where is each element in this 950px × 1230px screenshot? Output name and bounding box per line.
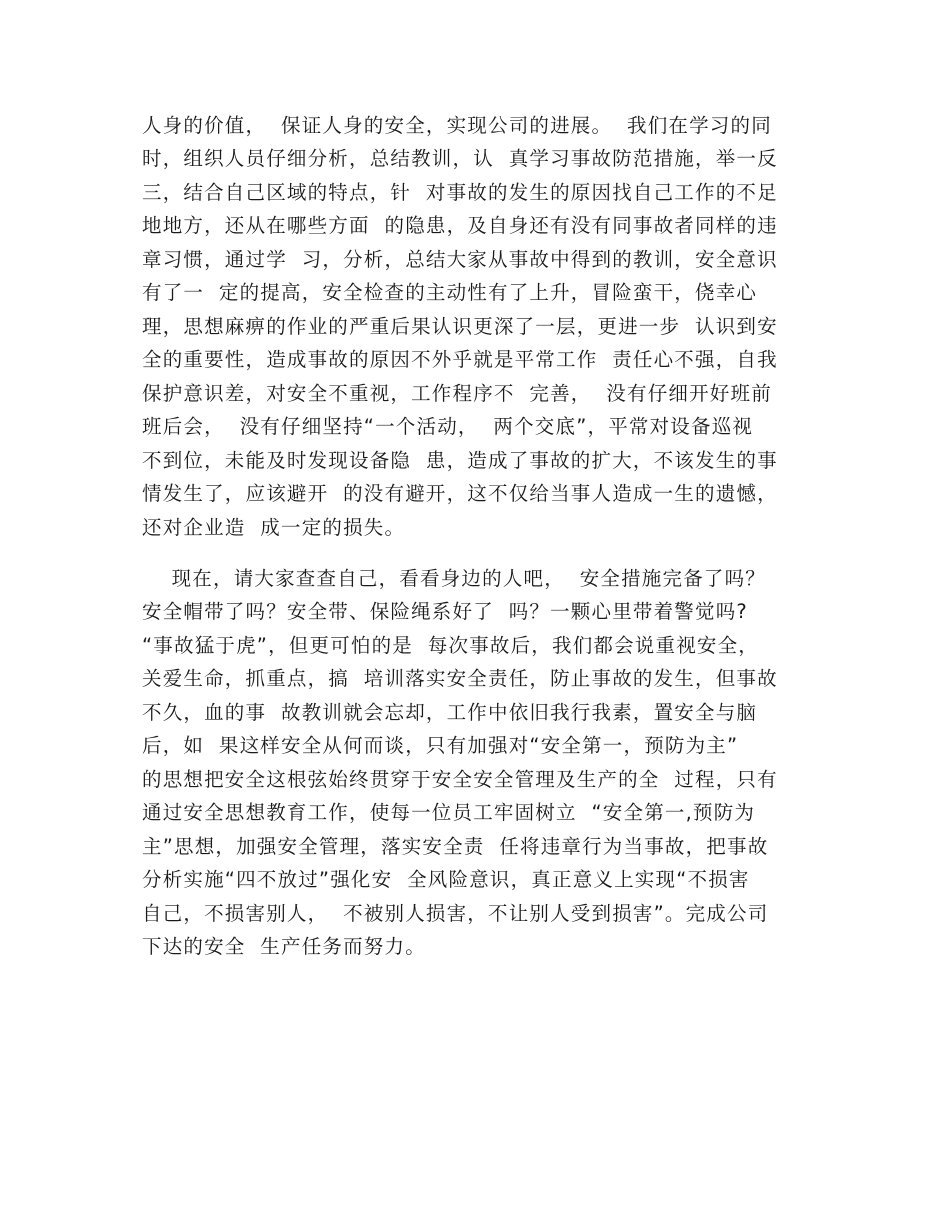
paragraph-1-line-12: 情发生了，应该避开 的没有避开，这不仅给当事人造成一生的遗憾， xyxy=(142,482,778,505)
paragraph-2-line-7: 的思想把安全这根弦始终贯穿于安全安全管理及生产的全 过程，只有 xyxy=(142,768,778,791)
paragraph-1-line-6: 有了一 定的提高，安全检查的主动性有了上升，冒险蛮干，侥幸心 xyxy=(142,281,758,304)
paragraph-2-line-1: 现在，请大家查查自己，看看身边的人吧， 安全措施完备了吗？ xyxy=(142,567,766,590)
paragraph-2-line-5: 不久，血的事 故教训就会忘却，工作中依旧我行我素，置安全与脑 xyxy=(142,701,758,724)
paragraph-1-line-9: 保护意识差，对安全不重视，工作程序不 完善， 没有仔细开好班前 xyxy=(142,382,772,405)
paragraph-1-line-2: 时，组织人员仔细分析，总结教训，认 真学习事故防范措施，举一反 xyxy=(142,147,778,170)
paragraph-1-line-13: 还对企业造 成一定的损失。 xyxy=(142,516,406,539)
paragraph-2-line-11: 自己，不损害别人， 不被别人损害，不让别人受到损害”。完成公司 xyxy=(142,902,769,925)
paragraph-2-line-8: 通过安全思想教育工作，使每一位员工牢固树立 “安全第一,预防为 xyxy=(142,801,756,824)
paragraph-1-line-1: 人身的价值， 保证人身的安全，实现公司的进展。 我们在学习的同 xyxy=(142,114,772,137)
paragraph-2-line-10: 分析实施“四不放过”强化安 全风险意识，真正意义上实现“不损害 xyxy=(142,868,750,891)
paragraph-1-line-7: 理，思想麻痹的作业的严重后果认识更深了一层，更进一步 认识到安 xyxy=(142,315,778,338)
paragraph-2-line-2: 安全帽带了吗？安全带、保险绳系好了 吗？一颗心里带着警觉吗? xyxy=(142,600,748,623)
paragraph-1-line-8: 全的重要性，造成事故的原因不外乎就是平常工作 责任心不强，自我 xyxy=(142,348,778,371)
paragraph-1-line-3: 三，结合自己区域的特点，针 对事故的发生的原因找自己工作的不足 xyxy=(142,181,778,204)
paragraph-2-line-3: “事故猛于虎”，但更可怕的是 每次事故后，我们都会说重视安全， xyxy=(142,634,760,657)
paragraph-1-line-11: 不到位，未能及时发现设备隐 患，造成了事故的扩大，不该发生的事 xyxy=(142,449,778,472)
paragraph-1-line-5: 章习惯，通过学 习，分析，总结大家从事故中得到的教训，安全意识 xyxy=(142,248,778,271)
paragraph-2-line-12: 下达的安全 生产任务而努力。 xyxy=(142,935,426,958)
paragraph-2-line-6: 后，如 果这样安全从何而谈，只有加强对“安全第一，预防为主” xyxy=(142,734,739,757)
paragraph-2-line-9: 主”思想，加强安全管理，落实安全责 任将违章行为当事故，把事故 xyxy=(142,835,769,858)
paragraph-2-line-4: 关爱生命，抓重点，搞 培训落实安全责任，防止事故的发生，但事故 xyxy=(142,667,778,690)
paragraph-1-line-10: 班后会， 没有仔细坚持“一个活动， 两个交底”，平常对设备巡视 xyxy=(142,415,754,438)
paragraph-1-line-4: 地地方，还从在哪些方面 的隐患，及自身还有没有同事故者同样的违 xyxy=(142,214,778,237)
